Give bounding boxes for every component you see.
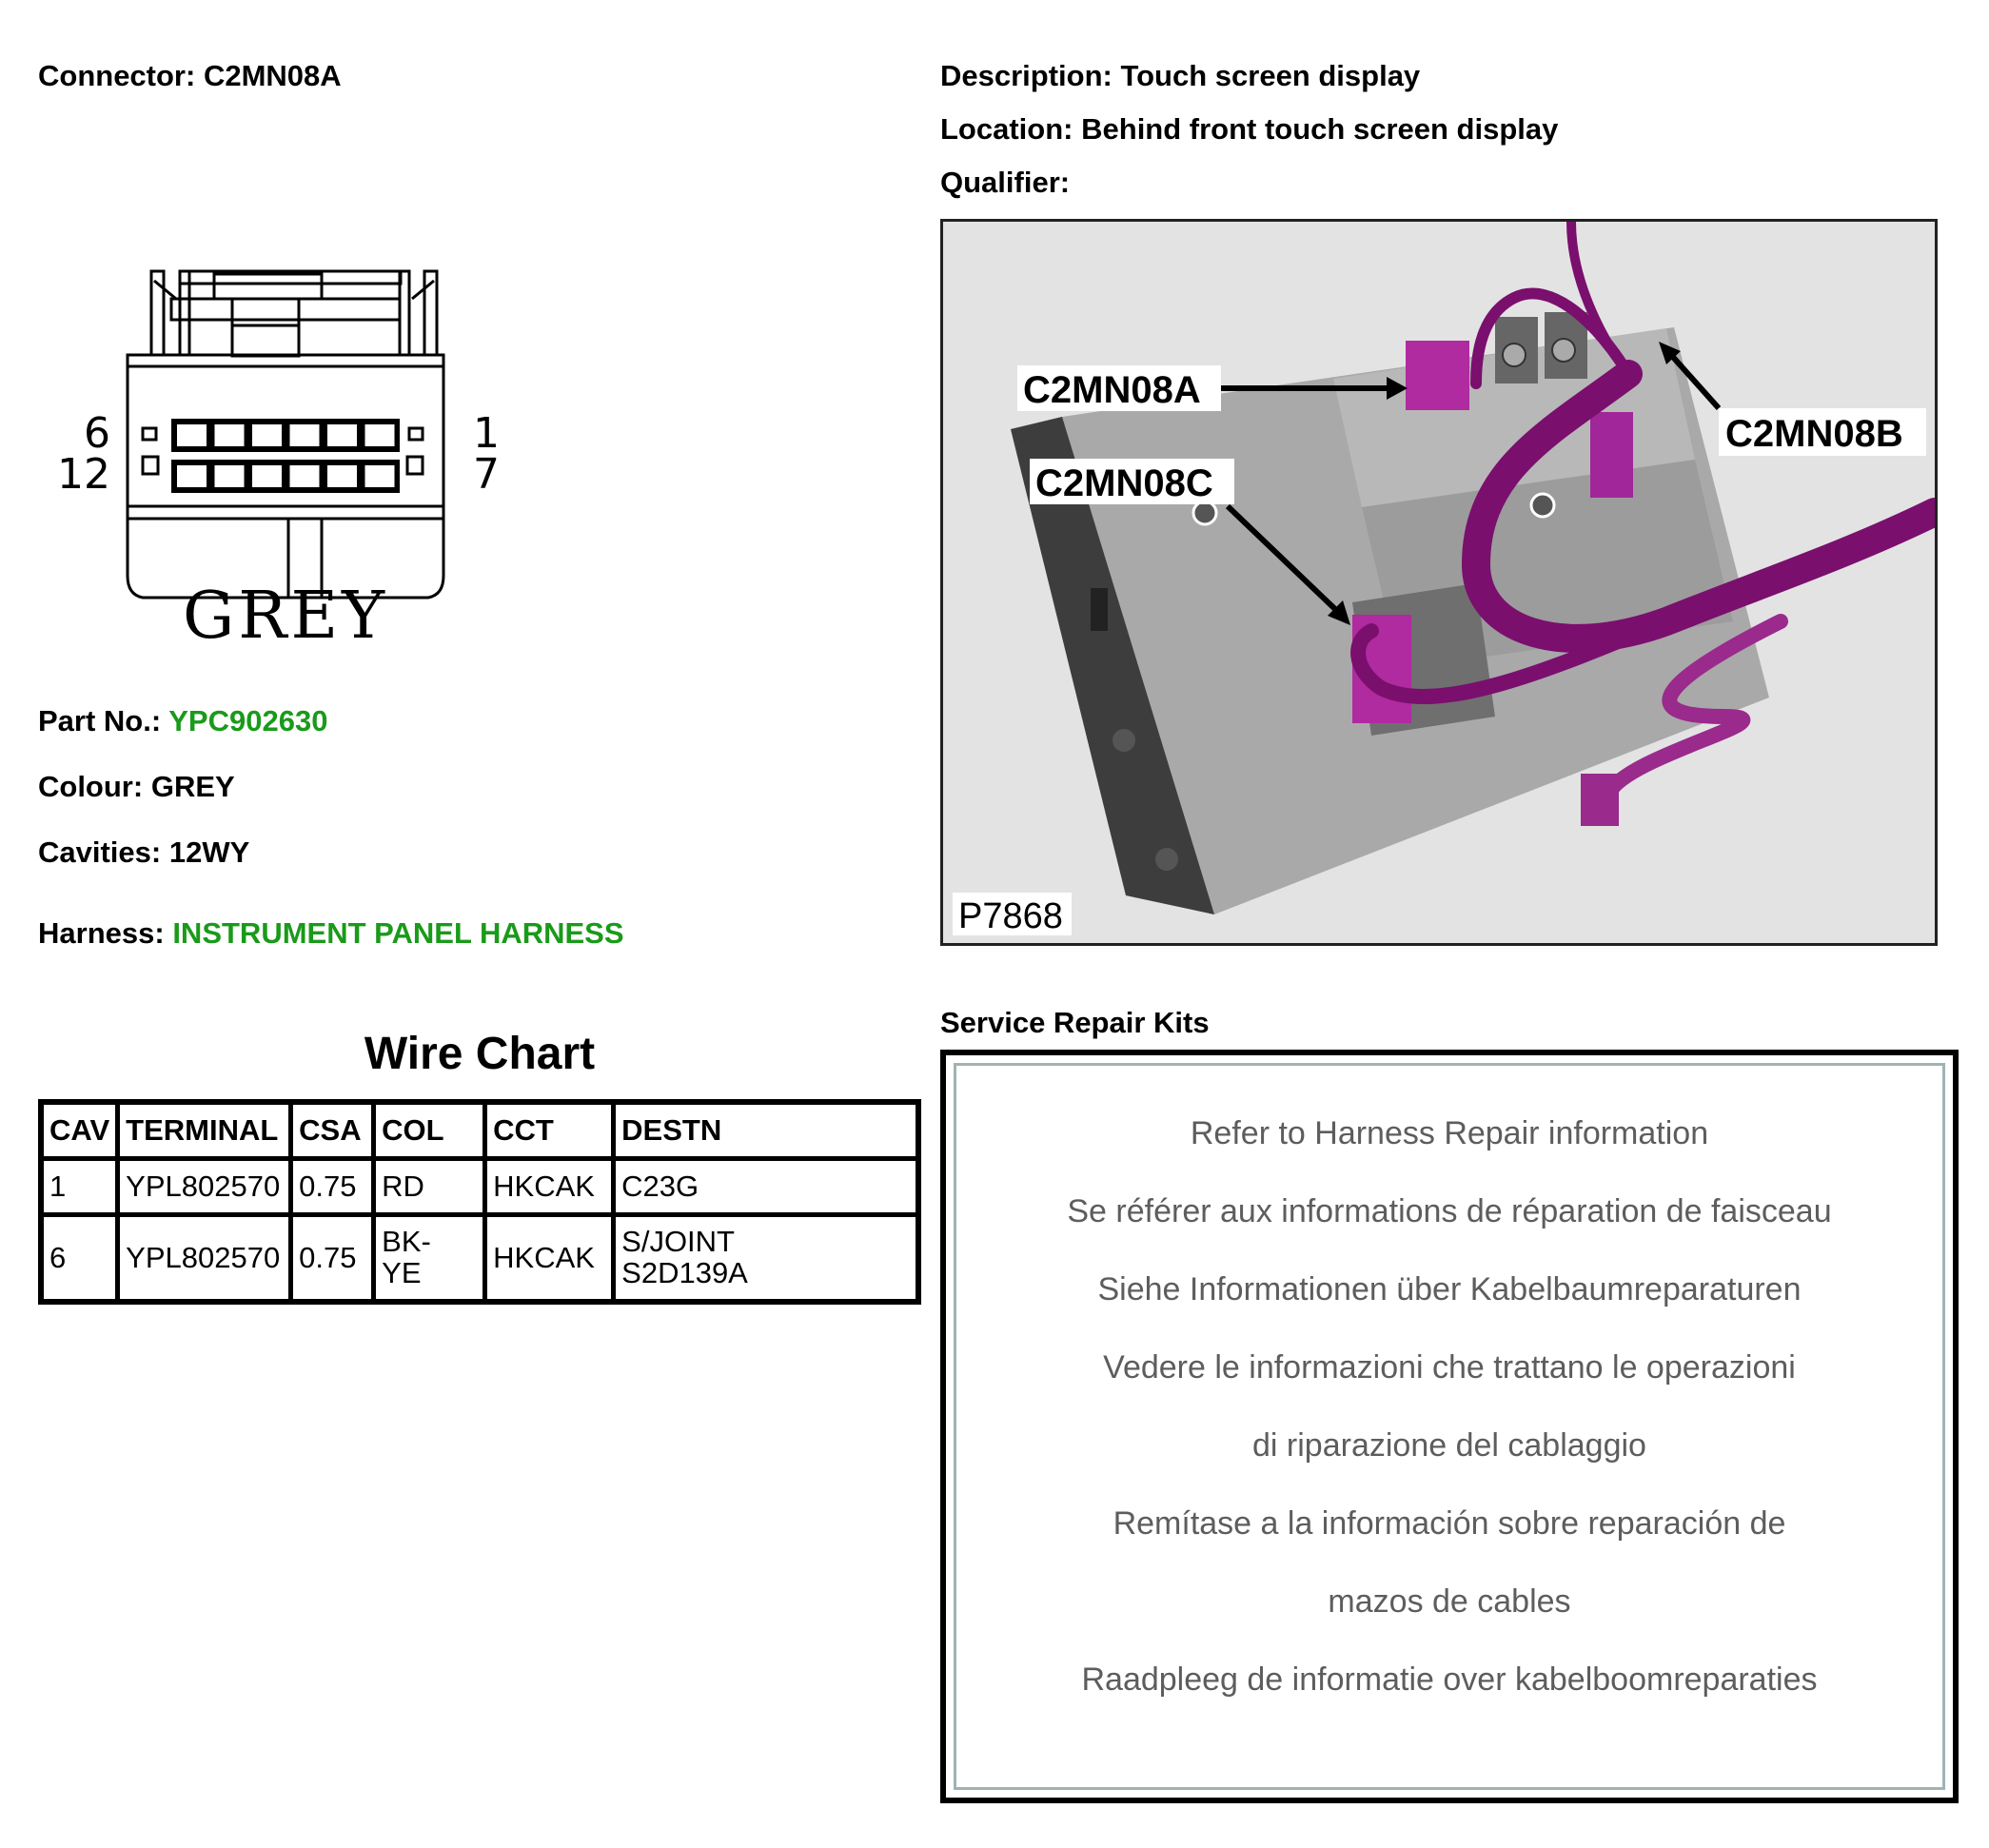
cell-cav: 6 (41, 1215, 118, 1303)
pin-label-6: 6 (84, 409, 110, 458)
col-col: COL (374, 1102, 485, 1159)
part-no-label: Part No.: (38, 704, 162, 737)
col-cct: CCT (485, 1102, 614, 1159)
connector-label: Connector: (38, 59, 196, 92)
cell-csa: 0.75 (291, 1159, 374, 1215)
callout-c2mn08c: C2MN08C (1035, 462, 1213, 504)
cavity (327, 465, 357, 487)
cell-col: RD (374, 1159, 485, 1215)
figure-id: P7868 (958, 896, 1063, 936)
colour-label: Colour: (38, 770, 144, 803)
cavity (327, 424, 357, 446)
cavity (252, 465, 282, 487)
wire-chart-title: Wire Chart (364, 1029, 596, 1079)
cavity (215, 424, 245, 446)
connector-c2mn08a-shape (1406, 341, 1469, 410)
kit-line-es-1: Remítase a la información sobre reparación de (1113, 1505, 1786, 1542)
description (940, 59, 1420, 93)
callout-c2mn08a: C2MN08A (1023, 369, 1201, 411)
wire-chart-table (38, 1099, 921, 1305)
cavity (215, 465, 245, 487)
colour (38, 770, 235, 804)
kit-line-en: Refer to Harness Repair information (1190, 1115, 1709, 1151)
connector-colour-caption: GREY (182, 579, 389, 654)
qualifier-label: Qualifier: (940, 166, 1071, 199)
kit-line-it-2: di riparazione del cablaggio (1252, 1427, 1646, 1464)
kit-line-de: Siehe Informationen über Kabelbaumreparaturen (1097, 1271, 1802, 1307)
part-number (38, 704, 327, 738)
service-repair-kits-box (940, 1050, 1959, 1803)
cell-col: BK- YE (374, 1215, 485, 1303)
cell-cct: HKCAK (485, 1159, 614, 1215)
pin-label-1: 1 (473, 409, 500, 458)
kit-line-nl: Raadpleeg de informatie over kabelboomreparaties (1081, 1661, 1818, 1698)
description-value: Touch screen display (1120, 59, 1421, 92)
connector-heading (38, 59, 342, 93)
table-row (41, 1159, 918, 1215)
kit-line-it-1: Vedere le informazioni che trattano le operazioni (1103, 1349, 1796, 1386)
cell-cav: 1 (41, 1159, 118, 1215)
cell-csa: 0.75 (291, 1215, 374, 1303)
cavities-label: Cavities: (38, 836, 162, 869)
col-terminal: TERMINAL (118, 1102, 291, 1159)
cavity-grid (171, 419, 400, 493)
col-destn: DESTN (614, 1102, 918, 1159)
connector-location-image (940, 219, 1938, 946)
pin-label-12: 12 (57, 450, 110, 499)
cell-cct: HKCAK (485, 1215, 614, 1303)
col-csa: CSA (291, 1102, 374, 1159)
cavity (177, 424, 207, 446)
harness-label: Harness: (38, 916, 165, 950)
location-label: Location: (940, 112, 1073, 146)
service-repair-kits-title: Service Repair Kits (940, 1006, 1210, 1039)
cavity (177, 465, 207, 487)
cell-destn: S/JOINT S2D139A (614, 1215, 918, 1303)
cell-terminal: YPL802570 (118, 1159, 291, 1215)
harness (38, 916, 624, 951)
cell-destn: C23G (614, 1159, 918, 1215)
harness-link[interactable]: INSTRUMENT PANEL HARNESS (172, 916, 624, 950)
cavity (365, 424, 395, 446)
col-cav: CAV (41, 1102, 118, 1159)
cell-terminal: YPL802570 (118, 1215, 291, 1303)
cavity (252, 424, 282, 446)
colour-value: GREY (150, 770, 235, 803)
connector-face-diagram (48, 257, 523, 657)
cavity (290, 424, 320, 446)
cavities (38, 836, 249, 870)
table-row (41, 1215, 918, 1303)
pin-label-7: 7 (473, 450, 500, 499)
service-repair-kits-inner (954, 1063, 1945, 1790)
location-value: Behind front touch screen display (1081, 112, 1559, 146)
callout-c2mn08b: C2MN08B (1725, 413, 1903, 455)
cavity (290, 465, 320, 487)
kit-line-es-2: mazos de cables (1328, 1583, 1571, 1620)
kit-line-fr: Se référer aux informations de réparation de faisceau (1067, 1193, 1832, 1229)
qualifier (940, 166, 1070, 200)
table-header-row (41, 1102, 918, 1159)
cavity (365, 465, 395, 487)
description-label: Description: (940, 59, 1113, 92)
cavities-value: 12WY (168, 836, 250, 869)
part-no-link[interactable]: YPC902630 (168, 704, 328, 737)
location (940, 112, 1558, 147)
connector-value: C2MN08A (203, 59, 342, 92)
